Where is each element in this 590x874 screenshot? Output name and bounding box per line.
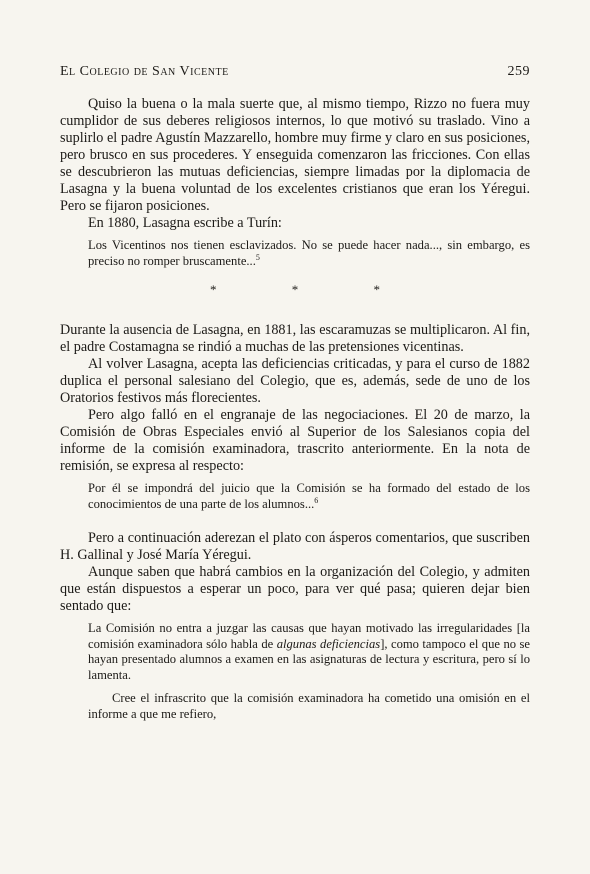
paragraph: Pero algo falló en el engranaje de las negociaciones. El 20 de marzo, la Comisión de Obras Especiales envió al Superior de los Salesianos copia del informe de la comisión examinadora, trascrito anteriormente. En la nota de remisión, se expresa al respecto: (60, 407, 530, 474)
paragraph: Aunque saben que habrá cambios en la organización del Colegio, y admiten que están dispuestos a esperar un poco, para ver qué pasa; quieren dejar bien sentado que: (60, 564, 530, 614)
quote-text: Los Vicentinos nos tienen esclavizados. No se puede hacer nada..., sin embargo, es preciso no romper bruscamente... (88, 238, 530, 268)
block-quote (88, 481, 530, 512)
quote-text: Por él se impondrá del juicio que la Comisión se ha formado del estado de los conocimientos de una parte de los alumnos... (88, 481, 530, 511)
paragraph: Pero a continuación aderezan el plato con ásperos comentarios, que suscriben H. Gallinal y José María Yéregui. (60, 530, 530, 563)
footnote-marker: 5 (255, 252, 260, 262)
page-header (60, 64, 530, 80)
spacer (60, 520, 530, 530)
paragraph: Durante la ausencia de Lasagna, en 1881, las escaramuzas se multiplicaron. Al fin, el padre Costamagna se rindió a muchas de las pretensiones vicentinas. (60, 322, 530, 355)
quote-emphasis: algunas deficiencias (276, 636, 381, 651)
block-quote: Cree el infrascrito que la comisión examinadora ha cometido una omisión en el informe a que me refiero, (88, 691, 530, 721)
paragraph: Al volver Lasagna, acepta las deficiencias criticadas, y para el curso de 1882 duplica el personal salesiano del Colegio, que es, además, sede de uno de los Oratorios festivos más florecientes. (60, 356, 530, 406)
section-separator: * * * (210, 282, 416, 297)
quote-text: La Comisión no entra a juzgar las causas que hayan motivado las irregularidades [la comisión examinadora sólo habla de (88, 621, 530, 651)
paragraph: En 1880, Lasagna escribe a Turín: (88, 215, 282, 231)
quote-text: ], como tampoco el que no se hayan presentado alumnos a examen en las asignaturas de lectura y escritura, pero sí lo lamenta. (88, 636, 531, 682)
footnote-marker: 6 (314, 495, 319, 505)
paragraph: Quiso la buena o la mala suerte que, al mismo tiempo, Rizzo no fuera muy cumplidor de sus deberes religiosos internos, lo que motivó su traslado. Vino a suplirlo el padre Agustín Mazzarello, hombre muy firme y claro en sus posiciones, pero brusco en sus procederes. Y enseguida comenzaron las fricciones. Con ellas se descubrieron las mutuas deficiencias, siempre limadas por la diplomacia de Lasagna y la buena voluntad de los excelentes cristianos que eran los Yéregui. Pero se fijaron posiciones. (60, 96, 530, 214)
page-number: 259 (507, 64, 530, 79)
block-quote (88, 621, 530, 683)
running-title: El Colegio de San Vicente (60, 64, 229, 79)
block-quote (88, 238, 530, 269)
page-body (60, 96, 530, 730)
